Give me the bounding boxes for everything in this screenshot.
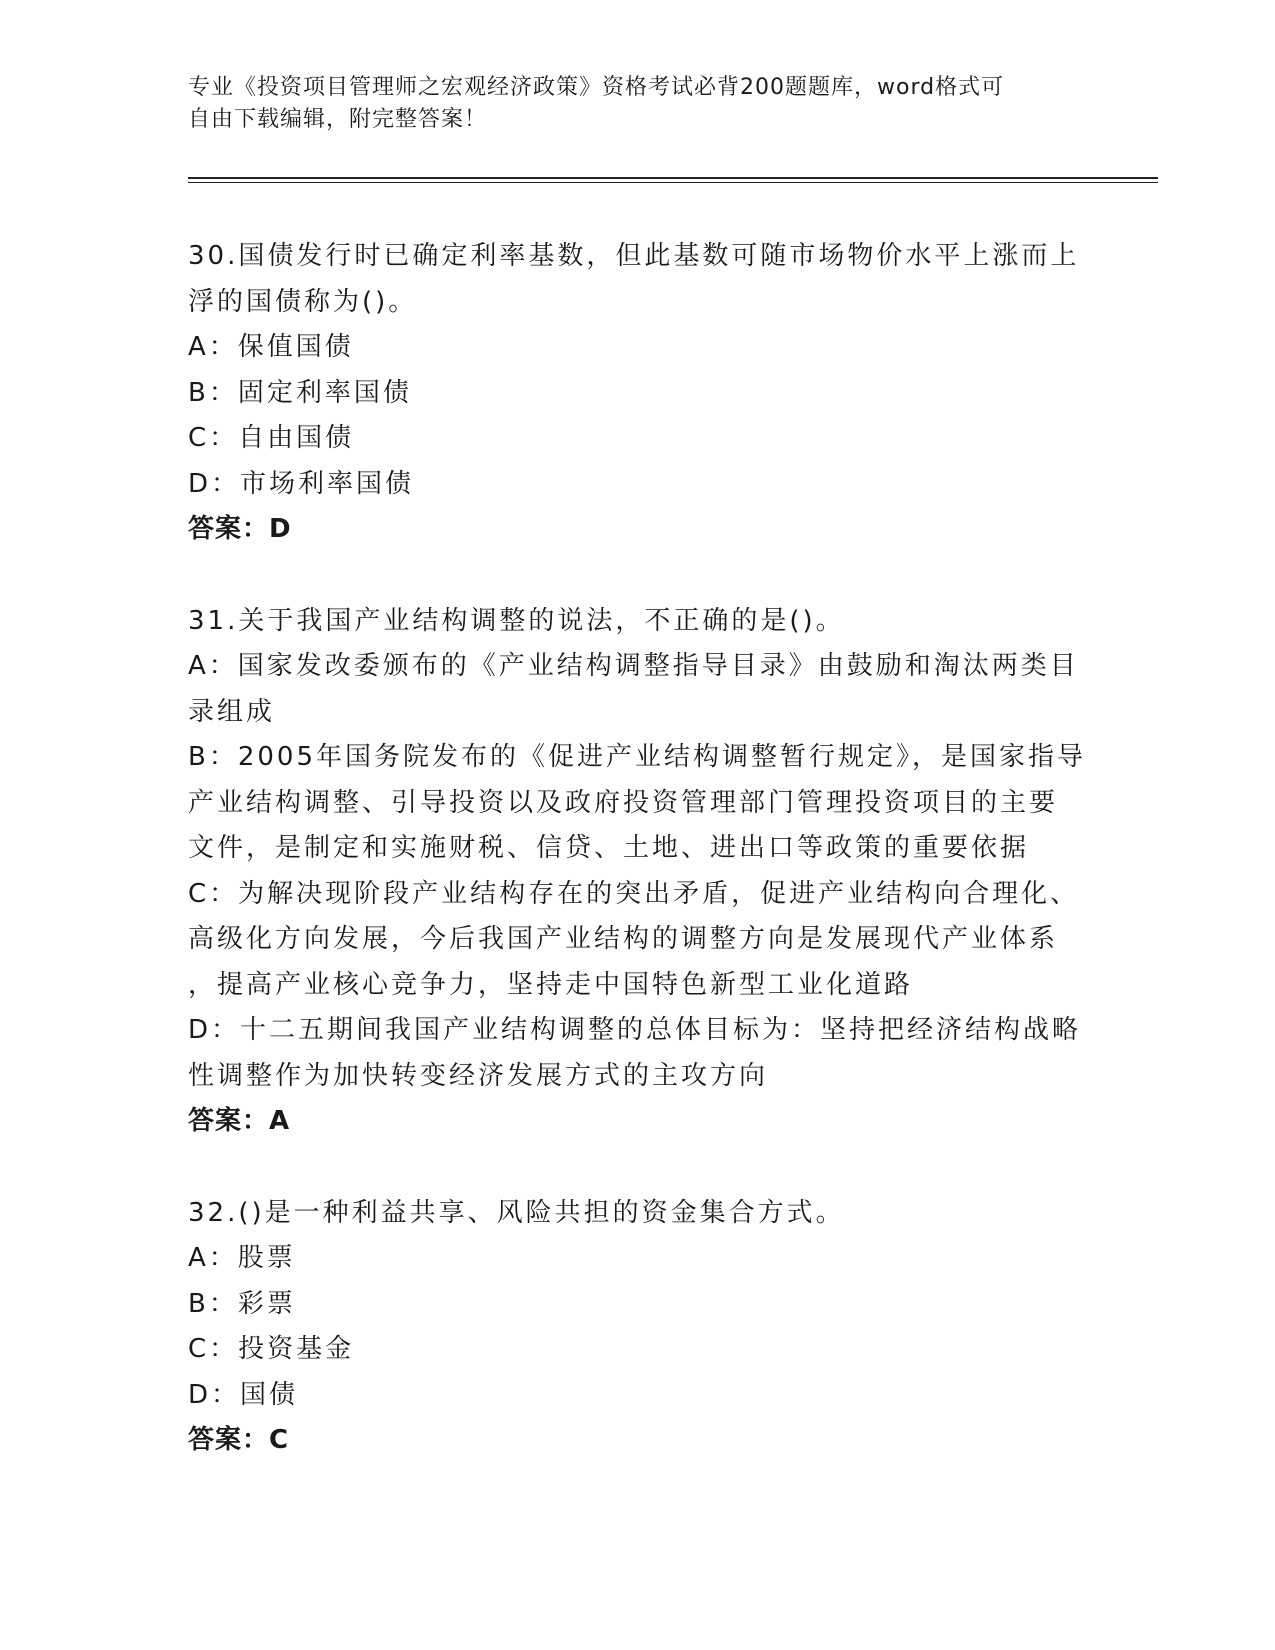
- option-a: A：保值国债: [188, 332, 354, 362]
- option-d: D：市场利率国债: [188, 468, 415, 499]
- option-d: D：国债: [188, 1379, 299, 1410]
- question-30: [188, 234, 1088, 553]
- header-rule-thin: [188, 182, 1158, 183]
- question-32: [188, 1191, 1088, 1464]
- answer-label: 答案：D: [188, 514, 292, 544]
- header-rule-thick: [188, 177, 1158, 179]
- option-a: A：国家发改委颁布的《产业结构调整指导目录》由鼓励和淘汰两类目 录组成: [188, 651, 1079, 727]
- answer-label: 答案：A: [188, 1106, 291, 1136]
- question-list: [188, 234, 1088, 1510]
- answer-label: 答案：C: [188, 1425, 290, 1455]
- question-stem: 30.国债发行时已确定利率基数，但此基数可随市场物价水平上涨而上 浮的国债称为()。: [188, 241, 1080, 317]
- option-b: B：2005年国务院发布的《促进产业结构调整暂行规定》，是国家指导 产业结构调整、引导投资以及政府投资管理部门管理投资项目的主要 文件，是制定和实施财税、信贷、土地、进出口等政策的重要依据: [188, 742, 1087, 863]
- question-stem: 31.关于我国产业结构调整的说法，不正确的是()。: [188, 605, 845, 636]
- question-stem: 32.()是一种利益共享、风险共担的资金集合方式。: [188, 1197, 845, 1228]
- option-b: B：固定利率国债: [188, 377, 412, 408]
- option-c: C：自由国债: [188, 423, 355, 453]
- option-d: D：十二五期间我国产业结构调整的总体目标为：坚持把经济结构战略 性调整作为加快转变经济发展方式的主攻方向: [188, 1015, 1082, 1091]
- option-a: A：股票: [188, 1243, 296, 1273]
- document-header: 专业《投资项目管理师之宏观经济政策》资格考试必背200题题库，word格式可 自由下载编辑，附完整答案！: [188, 75, 1005, 132]
- question-31: [188, 599, 1088, 1145]
- option-b: B：彩票: [188, 1288, 296, 1319]
- option-c: C：投资基金: [188, 1334, 355, 1364]
- option-c: C：为解决现阶段产业结构存在的突出矛盾，促进产业结构向合理化、 高级化方向发展，今后我国产业结构的调整方向是发展现代产业体系 ，提高产业核心竞争力，坚持走中国特色新型工业化道路: [188, 878, 1080, 1000]
